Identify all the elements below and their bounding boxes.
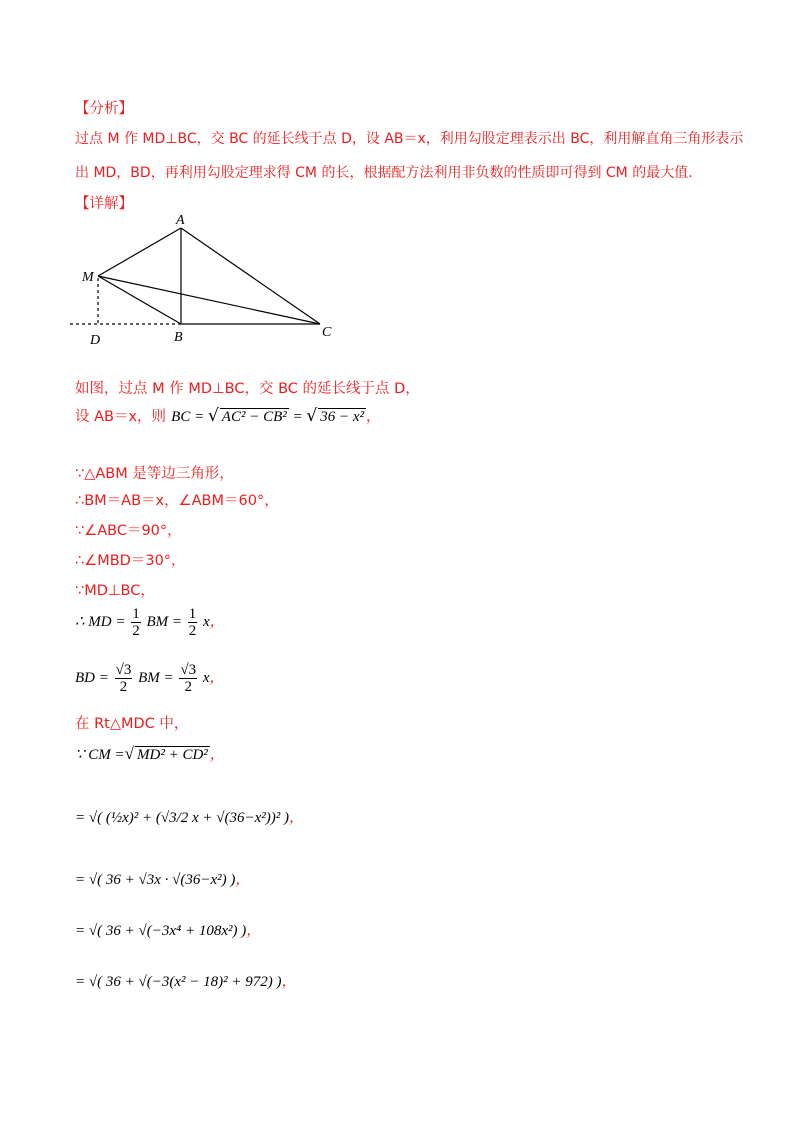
label-A: A [176, 213, 185, 228]
solution-line-11: ∵ CM =√ MD² + CD² ， [75, 744, 225, 763]
analysis-header: 【分析】 [75, 101, 133, 117]
solution-line-12: = √( (½x)² + (√3/2 x + √(36−x²))² )， [75, 810, 304, 826]
solution-line-2: 设 AB＝x，则 BC = √ AC² − CB² = √ 36 − x² ， [75, 406, 381, 426]
solution-line-10: 在 Rt△MDC 中， [75, 716, 189, 732]
solution-line-3: ∵△ABM 是等边三角形， [75, 466, 234, 482]
detail-header: 【详解】 [75, 196, 133, 212]
segment-MA [98, 228, 181, 276]
geometry-figure [60, 210, 350, 350]
solution-line-8: ∴ MD = $\frac{1}{2}$ BM = $\frac{1}{2}$ x， [75, 606, 225, 639]
analysis-line-2: 出 MD，BD，再利用勾股定理求得 CM 的长，根据配方法利用非负数的性质即可得到 CM 的最大值. [75, 165, 693, 181]
solution-line-1: 如图，过点 M 作 MD⊥BC，交 BC 的延长线于点 D， [75, 381, 420, 397]
solution-line-9: BD = $\frac{√3}{2}$ BM = $\frac{√3}{2}$ x， [75, 662, 225, 695]
solution-line-4: ∴BM＝AB＝x，∠ABM＝60°， [75, 493, 279, 509]
segment-MC [98, 276, 320, 324]
label-D: D [90, 333, 101, 348]
segment-AC [181, 228, 320, 324]
label-C: C [322, 325, 332, 340]
solution-line-13: = √( 36 + √3x · √(36−x²) )， [75, 872, 250, 888]
solution-line-15: = √( 36 + √(−3(x² − 18)² + 972) )， [75, 974, 296, 990]
solution-line-7: ∵MD⊥BC， [75, 583, 155, 599]
analysis-line-1: 过点 M 作 MD⊥BC，交 BC 的延长线于点 D，设 AB＝x，利用勾股定理表示出 BC，利用解直角三角形表示 [75, 131, 744, 147]
segment-MB [98, 276, 181, 324]
solution-line-5: ∵∠ABC＝90°， [75, 523, 182, 539]
solution-line-14: = √( 36 + √(−3x⁴ + 108x²) )， [75, 923, 261, 939]
label-M: M [82, 270, 94, 285]
solution-line-6: ∴∠MBD＝30°， [75, 553, 186, 569]
label-B: B [174, 330, 183, 345]
